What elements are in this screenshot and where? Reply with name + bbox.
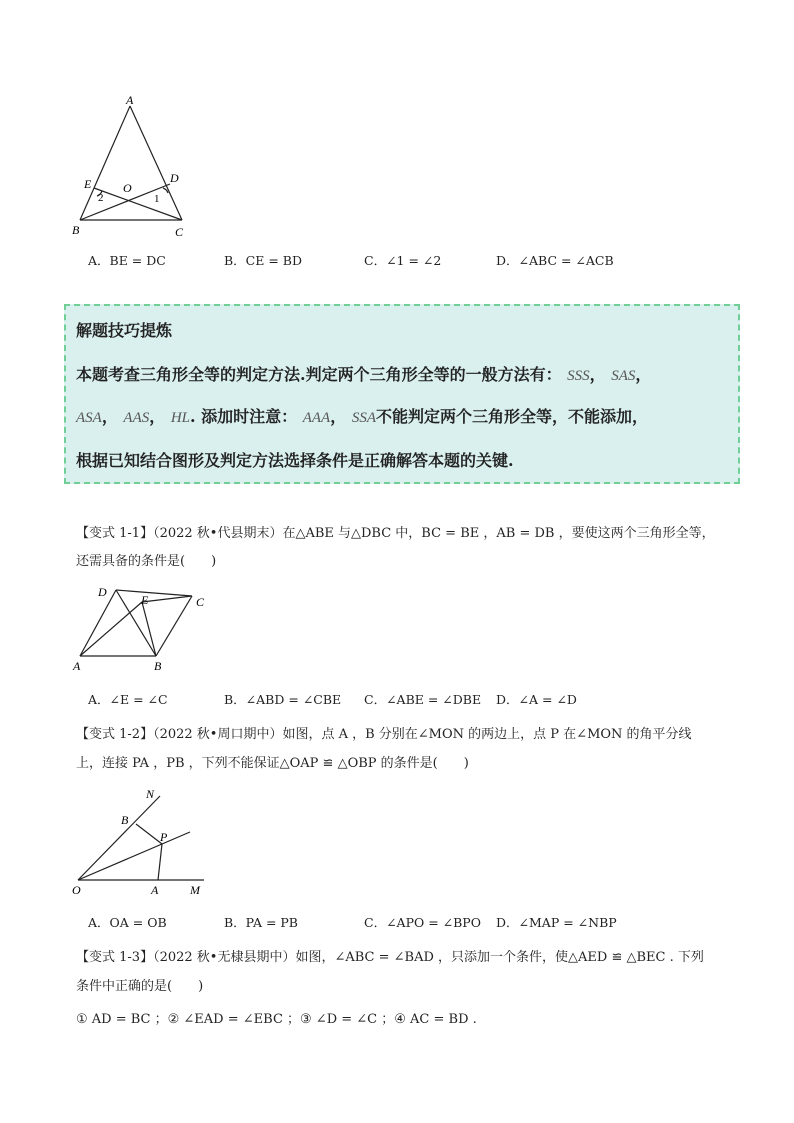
q3-line-3: ① AD = BC ；② ∠EAD = ∠EBC ；③ ∠D = ∠C ；④ AC = BD . (76, 1012, 477, 1027)
q1-fig-label-a: A (73, 659, 81, 673)
tip-title: 解题技巧提炼 (76, 321, 173, 340)
q1-fig-label-c: C (196, 595, 205, 609)
q0-option-d: D．∠ABC = ∠ACB (496, 253, 614, 268)
tip-box (64, 304, 740, 484)
q2-fig-label-p: P (160, 830, 168, 844)
q2-option-c: C．∠APO = ∠BPO (364, 915, 481, 930)
q1-option-d: D．∠A = ∠D (496, 692, 577, 707)
q1-fig-label-b: B (154, 659, 162, 673)
q1-line-2: 还需具备的条件是( ) (76, 554, 217, 569)
tip-line2-mid: . 添加时注意： (190, 407, 298, 426)
fig1-label-o: O (123, 181, 132, 195)
q2-option-a: A．OA = OB (88, 915, 167, 930)
tip-aas: AAS (123, 410, 150, 426)
q2-line-1: 【变式 1-2】（2022 秋•周口期中）如图，点 A ，B 分别在∠MON 的两边上，点 P 在∠MON 的角平分线 (76, 727, 692, 742)
fig1-label-c: C (175, 225, 184, 239)
q2-line-2: 上，连接 PA ，PB ，下列不能保证△OAP ≌ △OBP 的条件是( ) (76, 756, 469, 771)
q2-fig-label-a: A (151, 883, 159, 896)
q1-option-b: B．∠ABD = ∠CBE (224, 692, 342, 707)
fig1-label-2: 2 (98, 192, 104, 204)
q0-option-a: A．BE = DC (88, 253, 166, 268)
q1-fig-label-e: E (141, 593, 149, 607)
figure-q2 (66, 784, 216, 896)
tip-sss: SSS (567, 368, 590, 384)
fig1-label-b: B (72, 223, 80, 237)
q2-option-d: D．∠MAP = ∠NBP (496, 915, 617, 930)
tip-asa: ASA (76, 410, 102, 426)
tip-line-3: 根据已知结合图形及判定方法选择条件是正确解答本题的关键. (76, 451, 514, 470)
tip-aaa: AAA (302, 410, 331, 426)
q2-option-b: B．PA = PB (224, 915, 298, 930)
tip-ssa: SSA (351, 410, 376, 426)
tip-hl: HL (170, 410, 190, 426)
q1-option-c: C．∠ABE = ∠DBE (364, 692, 482, 707)
fig1-label-a: A (126, 93, 134, 107)
q1-fig-label-d: D (98, 585, 107, 599)
tip-line2-end: 不能判定两个三角形全等，不能添加， (375, 407, 648, 426)
q2-fig-label-m: M (190, 883, 200, 896)
q0-option-b: B．CE = BD (224, 253, 303, 268)
tip-line1-text: 本题考查三角形全等的判定方法.判定两个三角形全等的一般方法有： (76, 365, 562, 384)
fig1-label-d: D (170, 171, 179, 185)
q2-fig-label-o: O (72, 883, 81, 896)
figure-triangle-abc (66, 92, 196, 242)
tip-sas: SAS (611, 368, 636, 384)
q3-line-2: 条件中正确的是( ) (76, 979, 204, 994)
q0-option-c: C．∠1 = ∠2 (364, 253, 442, 268)
fig1-label-e: E (84, 177, 92, 191)
fig1-label-1: 1 (154, 193, 160, 205)
figure-q1 (68, 582, 218, 674)
tip-line-1: 本题考查三角形全等的判定方法.判定两个三角形全等的一般方法有： SSS， SAS， (76, 365, 652, 384)
q2-fig-label-n: N (146, 787, 155, 801)
q2-fig-label-b: B (121, 813, 129, 827)
tip-line-2: ASA， AAS， HL. 添加时注意： AAA， SSA不能判定两个三角形全等，不能添加， (76, 407, 648, 426)
q1-line-1: 【变式 1-1】（2022 秋•代县期末）在△ABE 与△DBC 中，BC = BE ，AB = DB ，要使这两个三角形全等， (76, 526, 715, 541)
q1-option-a: A．∠E = ∠C (88, 692, 168, 707)
q3-line-1: 【变式 1-3】（2022 秋•无棣县期中）如图，∠ABC = ∠BAD ，只添加一个条件，使△AED ≌ △BEC . 下列 (76, 950, 704, 965)
